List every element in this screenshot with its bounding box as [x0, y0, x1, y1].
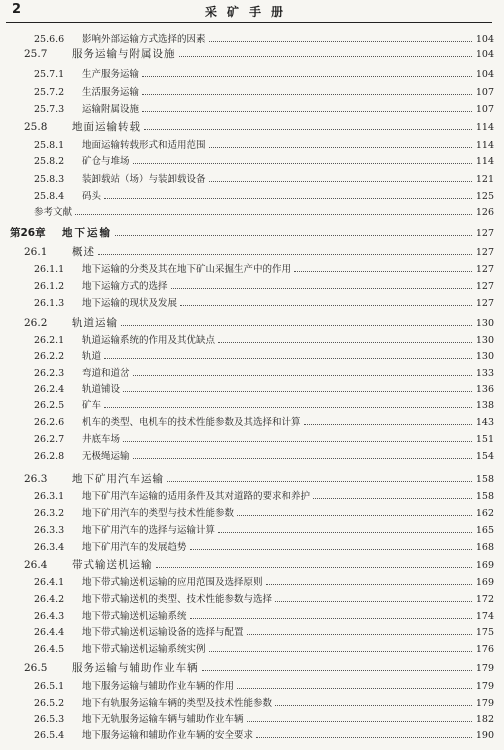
toc-entry-title: 地下带式输送机运输设备的选择与配置: [82, 627, 244, 638]
toc-entry: [0, 430, 494, 445]
toc-entry: [0, 187, 494, 202]
toc-entry-number: 26.2.5: [34, 400, 65, 411]
toc-entry-page: 182: [475, 714, 494, 725]
toc-entry-page: 169: [475, 577, 494, 588]
toc-entry: [0, 659, 494, 674]
toc-entry-number: 26.2: [24, 317, 48, 329]
toc-entry-page: 154: [475, 451, 494, 462]
toc-entry-number: 26.2.6: [34, 417, 65, 428]
toc-entry-number: 25.6.6: [34, 34, 65, 45]
toc-entry-title: 无极绳运输: [82, 451, 130, 462]
dot-leader: [123, 391, 472, 392]
toc-entry-number: 第26章: [10, 227, 46, 239]
toc-entry: [0, 607, 494, 622]
toc-entry-title: 地面运输转载: [72, 121, 141, 133]
toc-entry-title: 服务运输与附属设施: [72, 48, 176, 60]
toc-entry-page: 114: [475, 122, 494, 133]
dot-leader: [115, 235, 472, 236]
toc-entry-title: 地下矿用汽车的类型与技术性能参数: [82, 508, 235, 519]
toc-entry-title: 码头: [82, 191, 102, 202]
toc-entry-page: 121: [475, 174, 494, 185]
toc-entry: [0, 260, 494, 275]
toc-entry-title: 地下运输的现状及发展: [82, 298, 178, 309]
toc-entry-page: 179: [475, 681, 494, 692]
toc-entry-number: 26.2.7: [34, 434, 65, 445]
dot-leader: [121, 325, 472, 326]
toc-entry-page: 104: [475, 69, 494, 80]
toc-entry-title: 地下矿用汽车的选择与运输计算: [82, 525, 216, 536]
toc-entry-number: 25.8.2: [34, 156, 65, 167]
dot-leader: [142, 111, 472, 112]
toc-entry-title: 轨道: [82, 351, 102, 362]
toc-entry: [0, 83, 494, 98]
dot-leader: [209, 651, 472, 652]
dot-leader: [304, 424, 472, 425]
dot-leader: [133, 163, 472, 164]
dot-leader: [156, 567, 473, 568]
dot-leader: [167, 481, 472, 482]
dot-leader: [313, 498, 472, 499]
toc-entry-title: 影响外部运输方式选择的因素: [82, 34, 206, 45]
toc-entry-number: 25.7.1: [34, 69, 65, 80]
toc-entry: [0, 504, 494, 519]
toc-entry-number: 26.3.4: [34, 542, 65, 553]
toc-entry-page: 104: [475, 49, 494, 60]
toc-entry-number: 26.3: [24, 473, 48, 485]
toc-entry-number: 26.1.2: [34, 281, 65, 292]
toc-entry-number: 26.5.1: [34, 681, 65, 692]
toc-entry-page: 175: [475, 627, 494, 638]
toc-entry-page: 107: [475, 104, 494, 115]
toc-entry-page: 130: [475, 351, 494, 362]
toc-entry-title: 参考文献: [34, 207, 73, 218]
toc-entry-number: 25.7: [24, 48, 48, 60]
toc-entry-number: 26.5.2: [34, 698, 65, 709]
toc-entry-number: 26.4.1: [34, 577, 65, 588]
toc-entry: [0, 380, 494, 395]
toc-entry-page: 162: [475, 508, 494, 519]
toc-entry-number: 26.2.4: [34, 384, 65, 395]
toc-entry-title: 带式输送机运输: [72, 559, 153, 571]
toc-entry-number: 26.4.3: [34, 611, 65, 622]
toc-entry-page: 125: [475, 191, 494, 202]
toc-entry-page: 127: [475, 281, 494, 292]
toc-entry: [0, 396, 494, 411]
toc-entry: [0, 710, 494, 725]
toc-entry-title: 弯道和道岔: [82, 368, 130, 379]
toc-entry-page: 179: [475, 663, 494, 674]
toc-entry-page: 158: [475, 474, 494, 485]
toc-entry: [0, 487, 494, 502]
toc-entry-title: 地下服务运输和辅助作业车辆的安全要求: [82, 730, 254, 741]
toc-entry-number: 26.2.2: [34, 351, 65, 362]
toc-entry-number: 25.8.4: [34, 191, 65, 202]
toc-entry-number: 25.8.1: [34, 140, 65, 151]
toc-entry-title: 矿车: [82, 400, 102, 411]
toc-entry-number: 26.1.1: [34, 264, 65, 275]
toc-entry-title: 装卸载站（场）与装卸载设备: [82, 174, 206, 185]
toc-entry: [0, 470, 494, 485]
toc-entry: [0, 413, 494, 428]
toc-entry-number: 25.8: [24, 121, 48, 133]
toc-entry: [0, 677, 494, 692]
toc-entry-page: 169: [475, 560, 494, 571]
toc-entry: [0, 694, 494, 709]
toc-entry-number: 25.7.2: [34, 87, 65, 98]
toc-entry: [0, 65, 494, 80]
toc-entry: [0, 30, 494, 45]
toc-entry-page: 143: [475, 417, 494, 428]
toc-entry-number: 26.4.4: [34, 627, 65, 638]
toc-entry: [0, 277, 494, 292]
toc-entry-title: 服务运输与辅助作业车辆: [72, 662, 199, 674]
toc-entry-title: 矿仓与堆场: [82, 156, 130, 167]
toc-entry-page: 127: [475, 228, 494, 239]
toc-entry-title: 轨道运输系统的作用及其优缺点: [82, 335, 216, 346]
toc-entry-page: 176: [475, 644, 494, 655]
dot-leader: [275, 705, 472, 706]
toc-entry-number: 25.8.3: [34, 174, 65, 185]
toc-entry-title: 地下运输: [62, 227, 112, 239]
toc-entry: [0, 243, 494, 258]
toc-entry-title: 运输附属设施: [82, 104, 140, 115]
toc-entry: [0, 640, 494, 655]
toc-entry: [0, 556, 494, 571]
toc-entry: [0, 726, 494, 741]
toc-entry-page: 130: [475, 318, 494, 329]
toc-entry-number: 26.5: [24, 662, 48, 674]
toc-entry: [0, 347, 494, 362]
dot-leader: [256, 737, 472, 738]
dot-leader: [171, 288, 472, 289]
toc-entry-number: 26.4.2: [34, 594, 65, 605]
toc-entry-title: 地下有轨服务运输车辆的类型及技术性能参数: [82, 698, 273, 709]
toc-entry-page: 133: [475, 368, 494, 379]
toc-entry-page: 190: [475, 730, 494, 741]
toc-entry-number: 26.1.3: [34, 298, 65, 309]
dot-leader: [266, 584, 472, 585]
toc-entry-title: 生产服务运输: [82, 69, 140, 80]
toc-entry-page: 138: [475, 400, 494, 411]
toc-entry-page: 114: [475, 140, 494, 151]
toc-entry: [0, 224, 494, 239]
toc-entry-page: 104: [475, 34, 494, 45]
toc-entry-title: 地下带式输送机的类型、技术性能参数与选择: [82, 594, 273, 605]
toc-entry-title: 地下运输的分类及其在地下矿山采掘生产中的作用: [82, 264, 292, 275]
toc-entry-title: 地下带式输送机运输的应用范围及选择原则: [82, 577, 263, 588]
dot-leader: [144, 129, 472, 130]
toc-entry-number: 26.5.4: [34, 730, 65, 741]
toc-entry-number: 26.4: [24, 559, 48, 571]
dot-leader: [142, 94, 472, 95]
dot-leader: [218, 532, 472, 533]
toc-entry: [0, 314, 494, 329]
toc-entry-page: 168: [475, 542, 494, 553]
toc-entry: [0, 152, 494, 167]
toc-entry: [0, 590, 494, 605]
toc-entry-title: 地下带式输送机运输系统实例: [82, 644, 206, 655]
dot-leader: [104, 358, 472, 359]
toc-entry-title: 地下矿用汽车的发展趋势: [82, 542, 187, 553]
toc-entry: [0, 170, 494, 185]
toc-entry: [0, 45, 494, 60]
dot-leader: [209, 41, 472, 42]
toc-entry-number: 26.2.8: [34, 451, 65, 462]
toc-entry-page: 151: [475, 434, 494, 445]
toc-entry-title: 轨道运输: [72, 317, 118, 329]
dot-leader: [104, 198, 472, 199]
dot-leader: [142, 76, 472, 77]
dot-leader: [190, 618, 472, 619]
toc-entry: [0, 364, 494, 379]
toc-entry: [0, 573, 494, 588]
toc-entry-title: 机车的类型、电机车的技术性能参数及其选择和计算: [82, 417, 301, 428]
toc-entry: [0, 538, 494, 553]
dot-leader: [294, 271, 472, 272]
toc-entry: [0, 100, 494, 115]
toc-entry: [0, 447, 494, 462]
toc-entry-title: 地下服务运输与辅助作业车辆的作用: [82, 681, 235, 692]
toc-entry-page: 158: [475, 491, 494, 502]
toc-entry-title: 地下无轨服务运输车辆与辅助作业车辆: [82, 714, 244, 725]
toc-entry: [0, 521, 494, 536]
book-title: 采矿手册: [204, 5, 293, 19]
dot-leader: [133, 458, 472, 459]
toc-entry-number: 26.3.3: [34, 525, 65, 536]
toc-entry-number: 26.5.3: [34, 714, 65, 725]
toc-entry-number: 25.7.3: [34, 104, 65, 115]
toc-entry-number: 26.4.5: [34, 644, 65, 655]
dot-leader: [247, 634, 472, 635]
dot-leader: [209, 147, 472, 148]
toc-entry-title: 轨道铺设: [82, 384, 121, 395]
toc-entry-page: 107: [475, 87, 494, 98]
toc-entry-number: 26.3.1: [34, 491, 65, 502]
page-number: 2: [12, 2, 22, 17]
dot-leader: [180, 305, 472, 306]
toc-entry-number: 26.2.1: [34, 335, 65, 346]
toc-entry: [0, 136, 494, 151]
toc-entry-title: 地下矿用汽车运输的适用条件及其对道路的要求和养护: [82, 491, 311, 502]
toc-entry-page: 179: [475, 698, 494, 709]
toc-entry-page: 174: [475, 611, 494, 622]
toc-entry-page: 172: [475, 594, 494, 605]
toc-entry-title: 地下带式输送机运输系统: [82, 611, 187, 622]
toc-entry-page: 130: [475, 335, 494, 346]
toc-entry-page: 165: [475, 525, 494, 536]
dot-leader: [275, 601, 472, 602]
dot-leader: [104, 407, 472, 408]
dot-leader: [218, 342, 472, 343]
dot-leader: [209, 181, 472, 182]
toc-entry-title: 地下矿用汽车运输: [72, 473, 164, 485]
toc-entry: [0, 623, 494, 638]
toc-entry-page: 127: [475, 298, 494, 309]
toc-entry-title: 概述: [72, 246, 95, 258]
toc-entry-page: 127: [475, 247, 494, 258]
toc-entry-title: 地面运输转载形式和适用范围: [82, 140, 206, 151]
dot-leader: [247, 721, 472, 722]
dot-leader: [202, 670, 473, 671]
toc-entry-page: 126: [475, 207, 494, 218]
dot-leader: [75, 214, 472, 215]
toc-entry-title: 生活服务运输: [82, 87, 140, 98]
toc-entry: [0, 331, 494, 346]
dot-leader: [190, 549, 472, 550]
dot-leader: [237, 515, 472, 516]
toc-entry: [0, 118, 494, 133]
toc-entry-title: 井底车场: [82, 434, 121, 445]
toc-entry-number: 26.1: [24, 246, 48, 258]
toc-entry-page: 114: [475, 156, 494, 167]
toc-entry-number: 26.3.2: [34, 508, 65, 519]
toc-entry-page: 127: [475, 264, 494, 275]
toc-entry: [0, 203, 494, 218]
dot-leader: [133, 375, 472, 376]
dot-leader: [123, 441, 472, 442]
toc-entry: [0, 294, 494, 309]
toc-entry-title: 地下运输方式的选择: [82, 281, 168, 292]
dot-leader: [179, 56, 473, 57]
dot-leader: [237, 688, 472, 689]
toc-entry-page: 136: [475, 384, 494, 395]
toc-entry-number: 26.2.3: [34, 368, 65, 379]
dot-leader: [98, 254, 472, 255]
